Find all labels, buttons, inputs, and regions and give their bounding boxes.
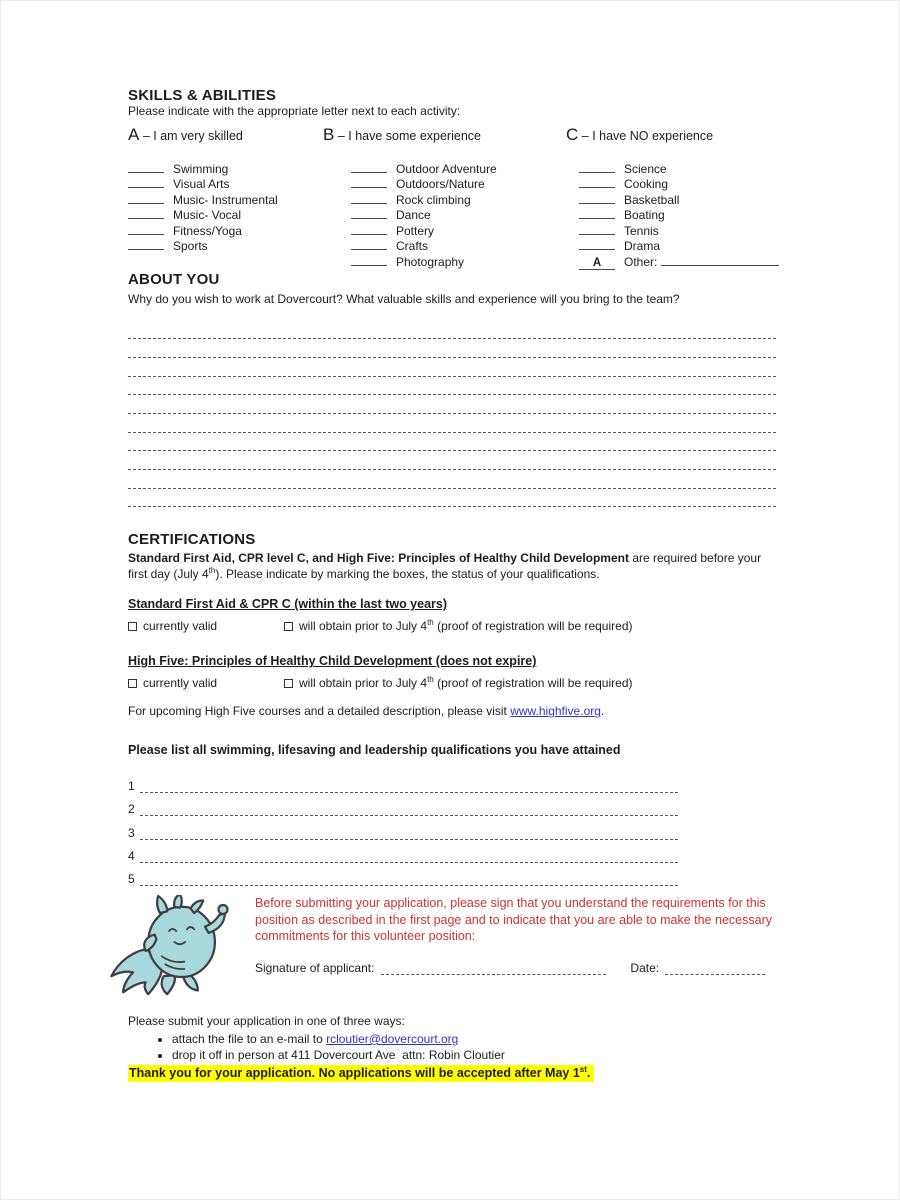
highfive-options-row: [128, 676, 776, 690]
qualification-field[interactable]: [140, 860, 678, 863]
qualification-field[interactable]: [140, 790, 678, 793]
activity-row: Visual Arts: [128, 177, 351, 193]
writing-line[interactable]: [128, 451, 776, 470]
activity-row: Science: [579, 162, 776, 178]
about-answer-area: [128, 321, 776, 508]
qualification-row: 2: [128, 793, 776, 816]
activity-rating-field[interactable]: [579, 162, 615, 173]
writing-line[interactable]: [128, 395, 776, 414]
certifications-section-title: CERTIFICATIONS: [128, 531, 256, 549]
activity-rating-field[interactable]: [128, 193, 164, 204]
activity-rating-field-filled[interactable]: A: [579, 257, 615, 270]
activity-row: Swimming: [128, 162, 351, 178]
qualification-row: 1: [128, 770, 776, 793]
activity-rating-field[interactable]: [128, 162, 164, 173]
activity-row: Outdoors/Nature: [351, 177, 579, 193]
checkbox-icon[interactable]: [128, 622, 137, 631]
legend-a: A – I am very skilled: [128, 124, 243, 144]
form-content: [128, 87, 776, 1082]
skills-instruction: Please indicate with the appropriate letter next to each activity:: [128, 104, 461, 118]
activity-rating-field[interactable]: [128, 208, 164, 219]
writing-line[interactable]: [128, 339, 776, 358]
skills-legend: [128, 125, 776, 145]
qualification-row: 5: [128, 863, 776, 886]
firstaid-options-row: [128, 619, 776, 633]
qualification-field[interactable]: [140, 837, 678, 840]
activity-row: Pottery: [351, 224, 579, 240]
activity-row: Sports: [128, 239, 351, 255]
activity-row: Music- Instrumental: [128, 193, 351, 209]
activity-row: Boating: [579, 208, 776, 224]
firstaid-subheading: Standard First Aid & CPR C (within the last two years): [128, 597, 448, 612]
activity-rating-field[interactable]: [579, 177, 615, 188]
writing-line[interactable]: [128, 414, 776, 433]
activity-rating-field[interactable]: [579, 208, 615, 219]
highfive-info: For upcoming High Five courses and a detailed description, please visit www.highfive.org.: [128, 704, 605, 719]
writing-line[interactable]: [128, 321, 776, 340]
qualifications-list: [128, 770, 776, 886]
signature-row: [255, 961, 776, 975]
activity-row: Outdoor Adventure: [351, 162, 579, 178]
activity-row: Basketball: [579, 193, 776, 209]
firstaid-obtain-option: will obtain prior to July 4th (proof of registration will be required): [284, 619, 633, 633]
signature-label: Signature of applicant:: [255, 961, 375, 976]
qualification-field[interactable]: [140, 813, 678, 816]
date-label: Date:: [630, 961, 660, 976]
activity-row: Rock climbing: [351, 193, 579, 209]
checkbox-icon[interactable]: [284, 622, 293, 631]
activity-row: Dance: [351, 208, 579, 224]
qualification-row: 4: [128, 840, 776, 863]
sign-requirement-notice: Before submitting your application, please sign that you understand the requirements for this position as described in the first page and to indicate that you are able to make the necessary commitments for this volunteer position:: [255, 896, 772, 943]
activity-rating-field[interactable]: [351, 162, 387, 173]
activity-rating-field[interactable]: [351, 208, 387, 219]
about-section-title: ABOUT YOU: [128, 271, 220, 288]
legend-b: B – I have some experience: [323, 124, 481, 144]
writing-line[interactable]: [128, 358, 776, 377]
activity-row: Tennis: [579, 224, 776, 240]
highfive-subheading: High Five: Principles of Healthy Child Development (does not expire): [128, 654, 537, 669]
submission-intro: Please submit your application in one of three ways:: [128, 1014, 405, 1029]
activity-rating-field[interactable]: [128, 239, 164, 250]
activity-rating-field[interactable]: [579, 239, 615, 250]
activity-row: Fitness/Yoga: [128, 224, 351, 240]
checkbox-icon[interactable]: [128, 679, 137, 688]
activity-row: Music- Vocal: [128, 208, 351, 224]
submission-section: [128, 1014, 776, 1082]
activity-rating-field[interactable]: [579, 224, 615, 235]
email-link[interactable]: rcloutier@dovercourt.org: [326, 1031, 459, 1046]
activity-rating-field[interactable]: [351, 177, 387, 188]
about-question: Why do you wish to work at Dovercourt? What valuable skills and experience will you bring to the team?: [128, 292, 680, 306]
writing-line[interactable]: [128, 489, 776, 508]
activity-rating-field[interactable]: [351, 193, 387, 204]
writing-line[interactable]: [128, 433, 776, 452]
activity-rating-field[interactable]: [351, 239, 387, 250]
legend-c: C – I have NO experience: [566, 124, 714, 144]
qualifications-heading: Please list all swimming, lifesaving and leadership qualifications you have attained: [128, 742, 621, 757]
activity-rating-field[interactable]: [351, 224, 387, 235]
highfive-valid-option: currently valid: [128, 676, 284, 690]
activities-column-3: [579, 162, 776, 271]
submission-option-email: • attach the file to an e-mail to rcloutier@dovercourt.org: [172, 1032, 776, 1048]
activity-rating-field[interactable]: [128, 224, 164, 235]
checkbox-icon[interactable]: [284, 679, 293, 688]
activities-column-1: [128, 162, 351, 271]
activity-row: Crafts: [351, 239, 579, 255]
firstaid-valid-option: currently valid: [128, 619, 284, 633]
highfive-obtain-option: will obtain prior to July 4th (proof of registration will be required): [284, 676, 633, 690]
activity-row: Cooking: [579, 177, 776, 193]
highfive-link[interactable]: www.highfive.org: [510, 704, 601, 719]
signature-field[interactable]: [381, 972, 606, 975]
deadline-highlight: Thank you for your application. No applications will be accepted after May 1st.: [128, 1065, 594, 1082]
date-field[interactable]: [665, 972, 765, 975]
signature-notice-block: [128, 895, 776, 1001]
activity-rating-field[interactable]: [351, 255, 387, 266]
certifications-intro: Standard First Aid, CPR level C, and High Five: Principles of Healthy Child Development are required before your first day (July 4th). Please indicate by marking the boxes, the status of your qualifications.: [128, 551, 762, 581]
other-text-field[interactable]: [661, 255, 779, 266]
activities-grid: [128, 162, 776, 271]
qualification-field[interactable]: [140, 883, 678, 886]
notice-column: [255, 895, 776, 1001]
activity-rating-field[interactable]: [579, 193, 615, 204]
other-label: Other:: [624, 254, 658, 269]
activity-row: Drama: [579, 239, 776, 255]
activities-column-2: [351, 162, 579, 271]
activity-row: Photography: [351, 255, 579, 271]
activity-rating-field[interactable]: [128, 177, 164, 188]
skills-section-title: SKILLS & ABILITIES: [128, 87, 277, 104]
fish-mascot-image: [106, 895, 241, 1001]
writing-line[interactable]: [128, 377, 776, 396]
writing-line[interactable]: [128, 470, 776, 489]
qualification-row: 3: [128, 816, 776, 839]
submission-options-list: [128, 1032, 776, 1063]
activity-row-other: [579, 255, 776, 271]
submission-option-dropoff: • drop it off in person at 411 Dovercourt Ave attn: Robin Cloutier: [172, 1048, 776, 1064]
